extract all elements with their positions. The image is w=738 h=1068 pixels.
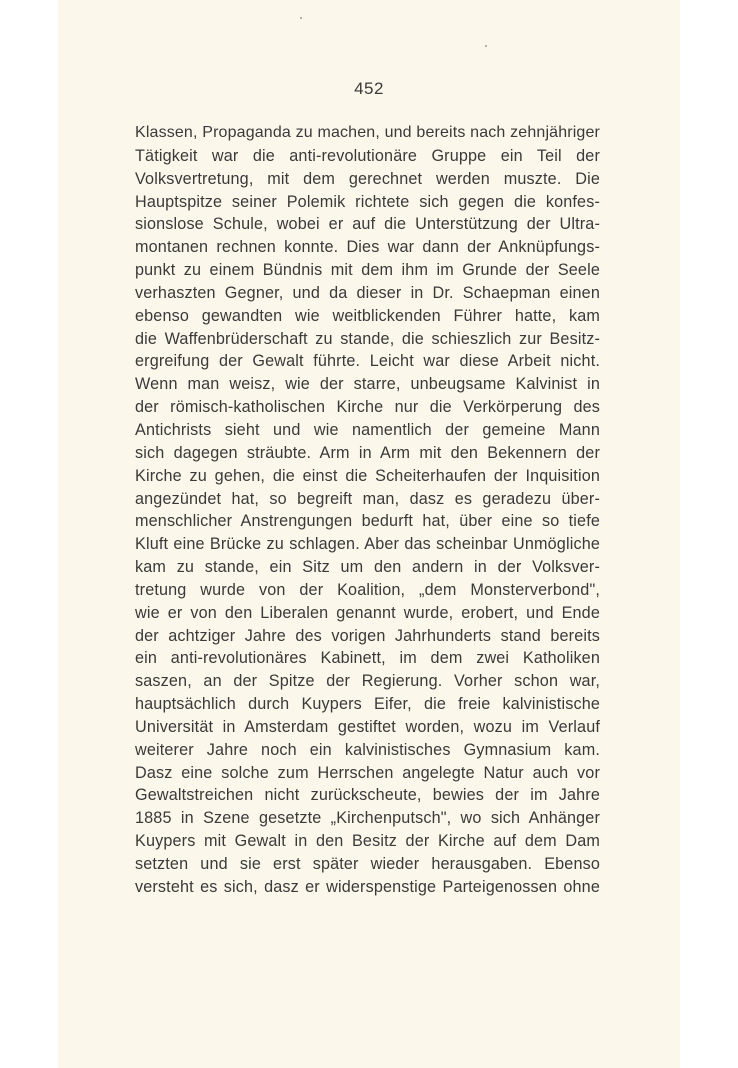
text-line: Antichrists sieht und wie namentlich der gemeine Mann [135, 420, 600, 439]
page-number: 452 [354, 79, 384, 98]
text-line: Kluft eine Brücke zu schlagen. Aber das scheinbar Unmögliche [135, 535, 600, 554]
text-line: ein anti-revolutionäres Kabinett, im dem zwei Katholiken [135, 649, 600, 668]
text-line: Volksvertretung, mit dem gerechnet werden muszte. Die [135, 169, 600, 188]
text-line: ergreifung der Gewalt führte. Leicht war diese Arbeit nicht. [135, 352, 600, 371]
body-text [135, 122, 600, 899]
text-line: tretung wurde von der Koalition, „dem Monsterverbond", [135, 580, 600, 599]
text-line: versteht es sich, dasz er widerspenstige Parteigenossen ohne [135, 877, 600, 896]
paper-speck [485, 45, 487, 47]
text-line: hauptsächlich durch Kuypers Eifer, die freie kalvinistische [135, 695, 600, 714]
text-line: der römisch-katholischen Kirche nur die Verkörperung des [135, 398, 600, 417]
text-line: Tätigkeit war die anti-revolutionäre Gruppe ein Teil der [135, 146, 600, 165]
text-line: wie er von den Liberalen genannt wurde, erobert, und Ende [135, 603, 600, 622]
text-line: 1885 in Szene gesetzte „Kirchenputsch", wo sich Anhänger [135, 809, 600, 828]
text-line: weiterer Jahre noch ein kalvinistisches Gymnasium kam. [135, 740, 600, 759]
text-line: Universität in Amsterdam gestiftet worden, wozu im Verlauf [135, 717, 600, 736]
text-line: angezündet hat, so begreift man, dasz es geradezu über- [135, 489, 600, 508]
text-line: Dasz eine solche zum Herrschen angelegte Natur auch vor [135, 763, 600, 782]
text-line: setzten und sie erst später wieder herausgaben. Ebenso [135, 855, 600, 873]
text-line: verhaszten Gegner, und da dieser in Dr. Schaepman einen [135, 283, 600, 302]
text-line: sionslose Schule, wobei er auf die Unterstützung der Ultra- [135, 215, 600, 234]
text-line: kam zu stande, ein Sitz um den andern in der Volksver- [135, 558, 600, 577]
text-line: Gewaltstreichen nicht zurückscheute, bewies der im Jahre [135, 786, 600, 805]
text-line: die Waffenbrüderschaft zu stande, die schieszlich zur Besitz- [135, 329, 600, 348]
text-line: punkt zu einem Bündnis mit dem ihm im Grunde der Seele [135, 261, 600, 280]
text-line: Kuypers mit Gewalt in den Besitz der Kirche auf dem Dam [135, 832, 600, 851]
text-line: Wenn man weisz, wie der starre, unbeugsame Kalvinist in [135, 375, 600, 394]
text-line: saszen, an der Spitze der Regierung. Vorher schon war, [135, 672, 600, 691]
paper-speck [300, 17, 302, 19]
book-page [58, 0, 680, 1068]
text-line: Hauptspitze seiner Polemik richtete sich gegen die konfes- [135, 192, 600, 211]
text-line: montanen rechnen konnte. Dies war dann der Anknüpfungs- [135, 238, 600, 257]
text-line: sich dagegen sträubte. Arm in Arm mit den Bekennern der [135, 443, 600, 462]
text-line: der achtziger Jahre des vorigen Jahrhunderts stand bereits [135, 626, 600, 645]
text-line: menschlicher Anstrengungen bedurft hat, über eine so tiefe [135, 512, 600, 531]
text-line: Klassen, Propaganda zu machen, und bereits nach zehnjähriger [135, 124, 600, 141]
text-line: ebenso gewandten wie weitblickenden Führer hatte, kam [135, 306, 600, 325]
text-line: Kirche zu gehen, die einst die Scheiterhaufen der Inquisition [135, 466, 600, 485]
